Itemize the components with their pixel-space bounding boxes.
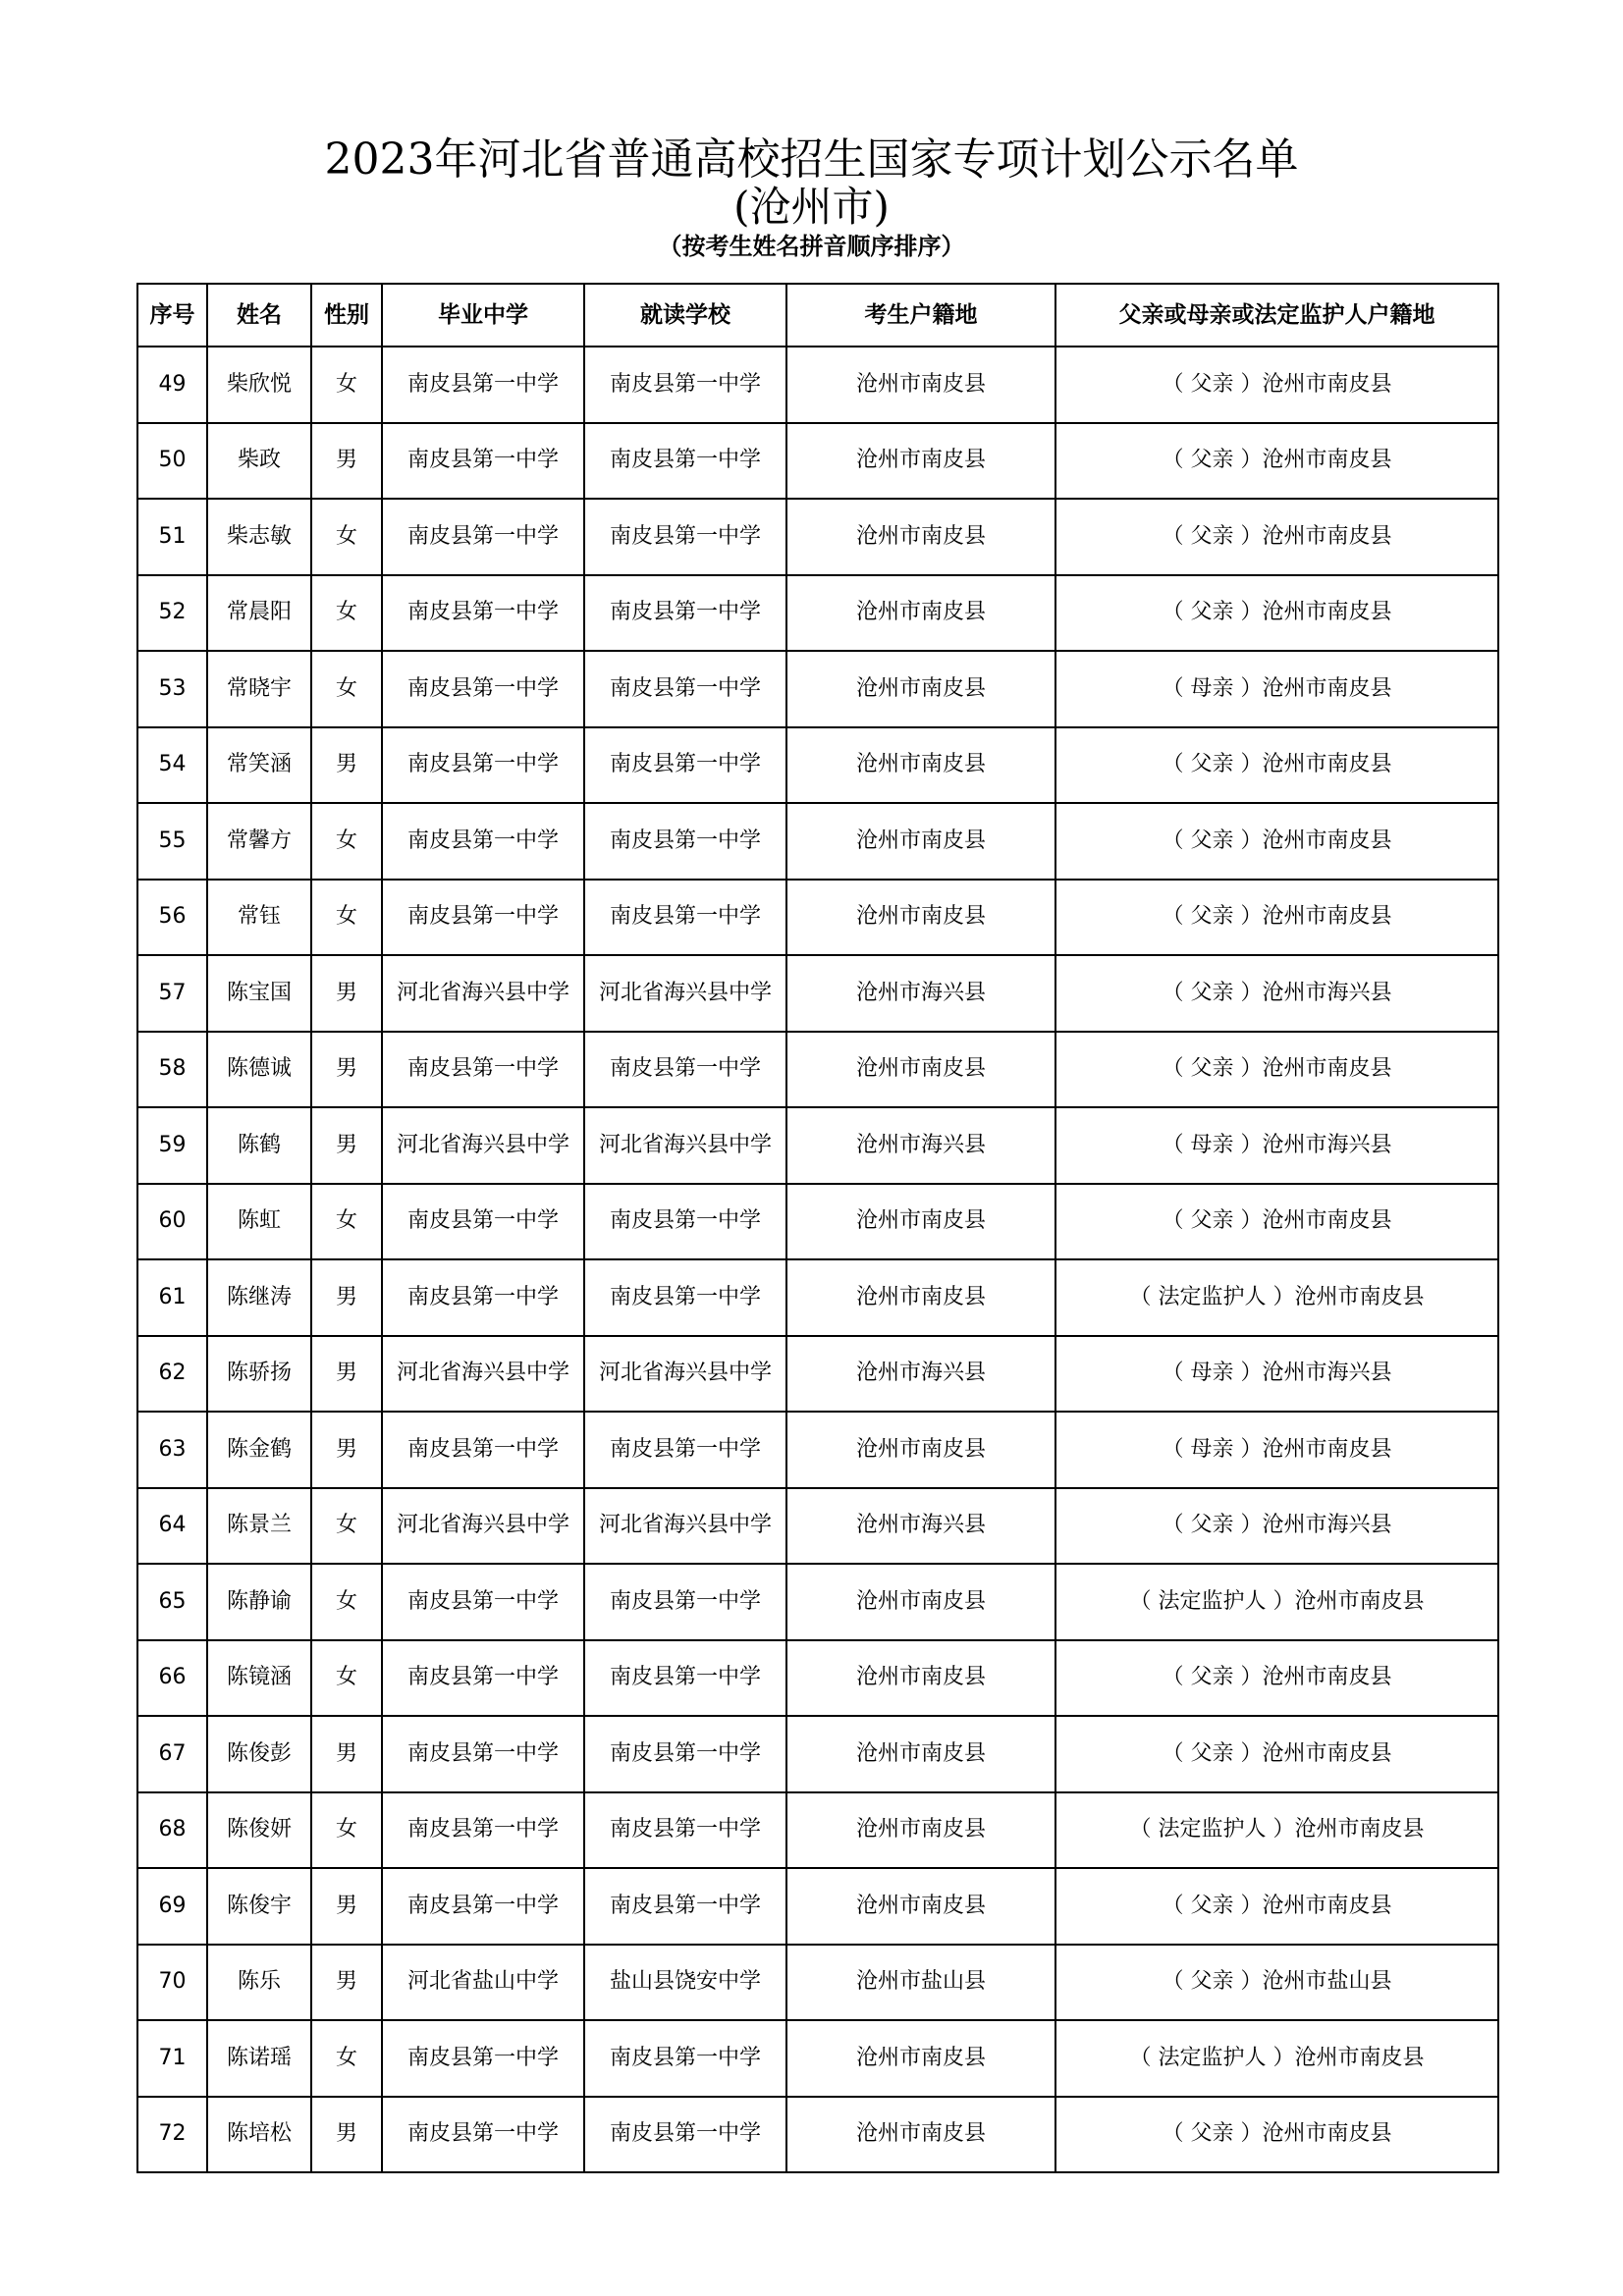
cell-graduation-school: 南皮县第一中学 [382,499,584,575]
cell-name: 陈俊妍 [207,1792,311,1869]
cell-graduation-school: 南皮县第一中学 [382,2097,584,2173]
cell-current-school: 南皮县第一中学 [584,2097,786,2173]
cell-gender: 女 [311,1564,382,1640]
cell-name: 陈景兰 [207,1488,311,1565]
cell-gender: 男 [311,1412,382,1488]
cell-current-school: 南皮县第一中学 [584,651,786,727]
cell-student-hukou: 沧州市海兴县 [786,955,1055,1032]
sort-note: （按考生姓名拼音顺序排序） [658,233,965,260]
cell-student-hukou: 沧州市南皮县 [786,1716,1055,1792]
cell-name: 陈俊宇 [207,1868,311,1945]
cell-gender: 男 [311,1259,382,1336]
cell-index: 57 [137,955,207,1032]
cell-graduation-school: 南皮县第一中学 [382,1184,584,1260]
table-row [137,1184,1498,1260]
cell-index: 50 [137,423,207,500]
cell-name: 常馨方 [207,803,311,880]
cell-index: 68 [137,1792,207,1869]
cell-name: 陈俊彭 [207,1716,311,1792]
table-row [137,499,1498,575]
cell-student-hukou: 沧州市南皮县 [786,1792,1055,1869]
cell-current-school: 河北省海兴县中学 [584,1488,786,1565]
cell-index: 64 [137,1488,207,1565]
cell-current-school: 南皮县第一中学 [584,499,786,575]
page-title: 2023年河北省普通高校招生国家专项计划公示名单 [324,134,1299,185]
cell-current-school: 南皮县第一中学 [584,575,786,652]
cell-graduation-school: 河北省海兴县中学 [382,955,584,1032]
cell-guardian-hukou: （ 法定监护人 ）沧州市南皮县 [1055,1564,1498,1640]
cell-guardian-hukou: （ 母亲 ）沧州市南皮县 [1055,1412,1498,1488]
cell-graduation-school: 南皮县第一中学 [382,2020,584,2097]
cell-graduation-school: 南皮县第一中学 [382,1640,584,1717]
cell-gender: 女 [311,651,382,727]
cell-current-school: 南皮县第一中学 [584,1792,786,1869]
header-graduation-school: 毕业中学 [382,284,584,347]
table-row [137,880,1498,956]
cell-student-hukou: 沧州市南皮县 [786,1640,1055,1717]
cell-gender: 女 [311,575,382,652]
cell-name: 陈鹤 [207,1107,311,1184]
cell-gender: 女 [311,1488,382,1565]
cell-current-school: 南皮县第一中学 [584,1564,786,1640]
cell-current-school: 南皮县第一中学 [584,880,786,956]
cell-guardian-hukou: （ 父亲 ）沧州市南皮县 [1055,423,1498,500]
table-row [137,1032,1498,1108]
cell-guardian-hukou: （ 父亲 ）沧州市南皮县 [1055,575,1498,652]
cell-student-hukou: 沧州市南皮县 [786,2020,1055,2097]
cell-index: 71 [137,2020,207,2097]
cell-graduation-school: 南皮县第一中学 [382,803,584,880]
cell-guardian-hukou: （ 母亲 ）沧州市南皮县 [1055,651,1498,727]
table-row [137,1792,1498,1869]
cell-graduation-school: 南皮县第一中学 [382,1032,584,1108]
cell-gender: 男 [311,423,382,500]
cell-gender: 女 [311,347,382,423]
cell-current-school: 河北省海兴县中学 [584,1107,786,1184]
cell-index: 70 [137,1945,207,2021]
cell-current-school: 南皮县第一中学 [584,1640,786,1717]
table-body [137,347,1498,2172]
cell-index: 59 [137,1107,207,1184]
cell-student-hukou: 沧州市南皮县 [786,1184,1055,1260]
cell-guardian-hukou: （ 法定监护人 ）沧州市南皮县 [1055,1259,1498,1336]
cell-guardian-hukou: （ 父亲 ）沧州市海兴县 [1055,955,1498,1032]
header-student-hukou: 考生户籍地 [786,284,1055,347]
cell-current-school: 南皮县第一中学 [584,2020,786,2097]
cell-student-hukou: 沧州市南皮县 [786,499,1055,575]
cell-gender: 男 [311,955,382,1032]
cell-index: 66 [137,1640,207,1717]
cell-guardian-hukou: （ 父亲 ）沧州市盐山县 [1055,1945,1498,2021]
cell-guardian-hukou: （ 母亲 ）沧州市海兴县 [1055,1107,1498,1184]
cell-name: 陈骄扬 [207,1336,311,1413]
cell-name: 陈静谕 [207,1564,311,1640]
header-name: 姓名 [207,284,311,347]
cell-name: 陈德诚 [207,1032,311,1108]
cell-gender: 男 [311,727,382,804]
header-guardian-hukou: 父亲或母亲或法定监护人户籍地 [1055,284,1498,347]
cell-name: 常钰 [207,880,311,956]
cell-guardian-hukou: （ 父亲 ）沧州市南皮县 [1055,1032,1498,1108]
cell-student-hukou: 沧州市南皮县 [786,1259,1055,1336]
table-row [137,1716,1498,1792]
cell-gender: 男 [311,1336,382,1413]
cell-graduation-school: 河北省海兴县中学 [382,1336,584,1413]
cell-current-school: 南皮县第一中学 [584,803,786,880]
cell-index: 53 [137,651,207,727]
table-row [137,1945,1498,2021]
cell-gender: 女 [311,880,382,956]
cell-name: 陈镜涵 [207,1640,311,1717]
cell-guardian-hukou: （ 父亲 ）沧州市海兴县 [1055,1488,1498,1565]
cell-guardian-hukou: （ 父亲 ）沧州市南皮县 [1055,1184,1498,1260]
cell-gender: 男 [311,1868,382,1945]
cell-current-school: 河北省海兴县中学 [584,1336,786,1413]
cell-name: 常晨阳 [207,575,311,652]
cell-guardian-hukou: （ 父亲 ）沧州市南皮县 [1055,880,1498,956]
cell-gender: 女 [311,1792,382,1869]
cell-graduation-school: 河北省海兴县中学 [382,1488,584,1565]
cell-index: 69 [137,1868,207,1945]
table-header-row [137,284,1498,347]
header-current-school: 就读学校 [584,284,786,347]
cell-index: 63 [137,1412,207,1488]
cell-graduation-school: 南皮县第一中学 [382,575,584,652]
table-row [137,1488,1498,1565]
cell-student-hukou: 沧州市南皮县 [786,575,1055,652]
cell-index: 49 [137,347,207,423]
cell-name: 柴志敏 [207,499,311,575]
cell-student-hukou: 沧州市南皮县 [786,1868,1055,1945]
cell-guardian-hukou: （ 父亲 ）沧州市南皮县 [1055,347,1498,423]
table-row [137,1259,1498,1336]
cell-current-school: 盐山县饶安中学 [584,1945,786,2021]
cell-name: 柴政 [207,423,311,500]
cell-student-hukou: 沧州市南皮县 [786,803,1055,880]
table-row [137,955,1498,1032]
table-row [137,347,1498,423]
header-gender: 性别 [311,284,382,347]
cell-student-hukou: 沧州市南皮县 [786,651,1055,727]
cell-graduation-school: 南皮县第一中学 [382,1868,584,1945]
cell-guardian-hukou: （ 父亲 ）沧州市南皮县 [1055,1868,1498,1945]
cell-index: 54 [137,727,207,804]
cell-index: 72 [137,2097,207,2173]
cell-current-school: 南皮县第一中学 [584,727,786,804]
header-index: 序号 [137,284,207,347]
cell-graduation-school: 南皮县第一中学 [382,347,584,423]
cell-current-school: 南皮县第一中学 [584,423,786,500]
applicant-table [136,283,1499,2173]
cell-student-hukou: 沧州市南皮县 [786,1564,1055,1640]
cell-index: 56 [137,880,207,956]
cell-graduation-school: 南皮县第一中学 [382,651,584,727]
cell-student-hukou: 沧州市南皮县 [786,347,1055,423]
cell-guardian-hukou: （ 父亲 ）沧州市南皮县 [1055,727,1498,804]
cell-graduation-school: 南皮县第一中学 [382,1792,584,1869]
cell-student-hukou: 沧州市海兴县 [786,1107,1055,1184]
cell-gender: 男 [311,2097,382,2173]
cell-current-school: 南皮县第一中学 [584,1259,786,1336]
table-row [137,727,1498,804]
cell-guardian-hukou: （ 父亲 ）沧州市南皮县 [1055,803,1498,880]
cell-student-hukou: 沧州市南皮县 [786,1412,1055,1488]
cell-student-hukou: 沧州市南皮县 [786,423,1055,500]
cell-student-hukou: 沧州市海兴县 [786,1488,1055,1565]
cell-name: 陈宝国 [207,955,311,1032]
table-row [137,1412,1498,1488]
table-row [137,2020,1498,2097]
cell-name: 柴欣悦 [207,347,311,423]
cell-student-hukou: 沧州市南皮县 [786,1032,1055,1108]
table-row [137,803,1498,880]
cell-gender: 女 [311,499,382,575]
table-row [137,1564,1498,1640]
cell-graduation-school: 南皮县第一中学 [382,880,584,956]
cell-graduation-school: 河北省海兴县中学 [382,1107,584,1184]
cell-current-school: 南皮县第一中学 [584,1716,786,1792]
table-row [137,651,1498,727]
cell-index: 65 [137,1564,207,1640]
cell-student-hukou: 沧州市盐山县 [786,1945,1055,2021]
page-subtitle: (沧州市) [733,183,890,231]
cell-current-school: 南皮县第一中学 [584,1868,786,1945]
cell-guardian-hukou: （ 父亲 ）沧州市南皮县 [1055,1640,1498,1717]
cell-name: 陈乐 [207,1945,311,2021]
cell-gender: 男 [311,1716,382,1792]
cell-guardian-hukou: （ 法定监护人 ）沧州市南皮县 [1055,1792,1498,1869]
cell-gender: 女 [311,2020,382,2097]
table-row [137,1868,1498,1945]
cell-guardian-hukou: （ 父亲 ）沧州市南皮县 [1055,1716,1498,1792]
cell-index: 62 [137,1336,207,1413]
cell-graduation-school: 南皮县第一中学 [382,1564,584,1640]
cell-graduation-school: 南皮县第一中学 [382,423,584,500]
cell-name: 陈金鹤 [207,1412,311,1488]
cell-graduation-school: 南皮县第一中学 [382,1716,584,1792]
table-row [137,423,1498,500]
cell-student-hukou: 沧州市南皮县 [786,2097,1055,2173]
cell-guardian-hukou: （ 母亲 ）沧州市海兴县 [1055,1336,1498,1413]
cell-index: 51 [137,499,207,575]
cell-guardian-hukou: （ 法定监护人 ）沧州市南皮县 [1055,2020,1498,2097]
cell-student-hukou: 沧州市南皮县 [786,880,1055,956]
cell-gender: 男 [311,1107,382,1184]
table-row [137,575,1498,652]
cell-gender: 男 [311,1945,382,2021]
cell-name: 陈继涛 [207,1259,311,1336]
cell-index: 67 [137,1716,207,1792]
cell-index: 61 [137,1259,207,1336]
cell-student-hukou: 沧州市海兴县 [786,1336,1055,1413]
cell-current-school: 南皮县第一中学 [584,1032,786,1108]
cell-name: 常笑涵 [207,727,311,804]
table-row [137,1640,1498,1717]
cell-graduation-school: 南皮县第一中学 [382,1412,584,1488]
cell-current-school: 南皮县第一中学 [584,1184,786,1260]
cell-name: 陈虹 [207,1184,311,1260]
cell-index: 52 [137,575,207,652]
cell-graduation-school: 河北省盐山中学 [382,1945,584,2021]
cell-gender: 女 [311,1184,382,1260]
cell-graduation-school: 南皮县第一中学 [382,727,584,804]
cell-current-school: 南皮县第一中学 [584,347,786,423]
cell-current-school: 河北省海兴县中学 [584,955,786,1032]
cell-name: 陈诺瑶 [207,2020,311,2097]
cell-gender: 男 [311,1032,382,1108]
table-row [137,1336,1498,1413]
cell-index: 58 [137,1032,207,1108]
cell-guardian-hukou: （ 父亲 ）沧州市南皮县 [1055,499,1498,575]
table-row [137,1107,1498,1184]
cell-student-hukou: 沧州市南皮县 [786,727,1055,804]
cell-index: 60 [137,1184,207,1260]
cell-guardian-hukou: （ 父亲 ）沧州市南皮县 [1055,2097,1498,2173]
cell-name: 陈培松 [207,2097,311,2173]
cell-gender: 女 [311,803,382,880]
cell-current-school: 南皮县第一中学 [584,1412,786,1488]
cell-name: 常晓宇 [207,651,311,727]
cell-index: 55 [137,803,207,880]
table-row [137,2097,1498,2173]
cell-gender: 女 [311,1640,382,1717]
cell-graduation-school: 南皮县第一中学 [382,1259,584,1336]
